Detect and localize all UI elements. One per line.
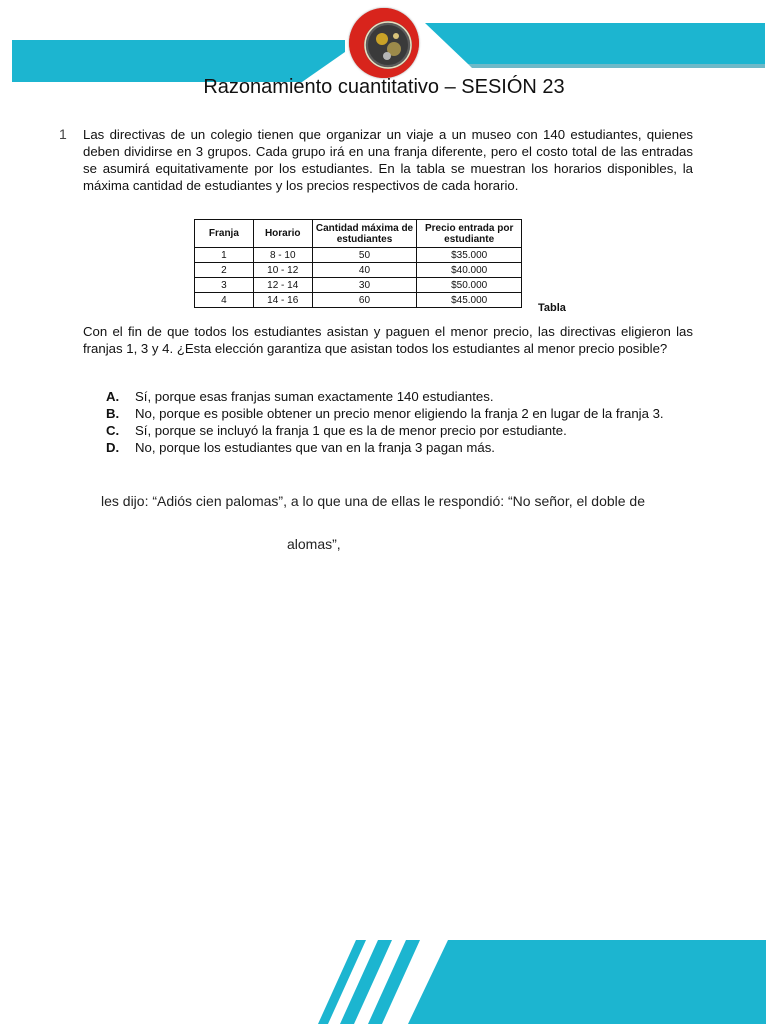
table-row: [195, 263, 522, 278]
option-text: Sí, porque esas franjas suman exactamente 140 estudiantes.: [135, 389, 494, 404]
schedule-table: [194, 219, 522, 308]
option-text: No, porque es posible obtener un precio menor eligiendo la franja 2 en lugar de la franja 3.: [135, 406, 664, 421]
table-cell: 10 - 12: [253, 263, 312, 278]
table-cell: 12 - 14: [253, 278, 312, 293]
table-cell: 2: [195, 263, 254, 278]
option-letter: B.: [106, 406, 120, 421]
table-cell: $40.000: [417, 263, 522, 278]
table-row: [195, 248, 522, 263]
right-banner-stripe: [425, 23, 765, 64]
table-header-cell: Franja: [195, 220, 254, 248]
table-header-cell: Horario: [253, 220, 312, 248]
answer-option-c[interactable]: [106, 422, 664, 439]
option-text: No, porque los estudiantes que van en la franja 3 pagan más.: [135, 440, 495, 455]
extra-text-line-2: alomas”,: [287, 536, 341, 552]
table-cell: 50: [312, 248, 417, 263]
table-cell: $45.000: [417, 293, 522, 308]
table-header-row: [195, 220, 522, 248]
option-letter: D.: [106, 440, 120, 455]
table-header-cell: Cantidad máxima de estudiantes: [312, 220, 417, 248]
table-cell: 4: [195, 293, 254, 308]
footer-stripe-4: [408, 940, 766, 1024]
question-number: 1: [59, 126, 67, 142]
extra-text-line-1: les dijo: “Adiós cien palomas”, a lo que una de ellas le respondió: “No señor, el doble de: [101, 493, 645, 509]
question-prompt: Con el fin de que todos los estudiantes asistan y paguen el menor precio, las directivas eligieron las franjas 1, 3 y 4. ¿Esta elección garantiza que asistan todos los estudiantes al menor precio posible?: [83, 324, 693, 356]
right-banner-shadow: [468, 64, 765, 68]
school-seal-logo: [349, 8, 419, 78]
table-row: [195, 278, 522, 293]
answer-option-d[interactable]: [106, 439, 664, 456]
table-cell: 60: [312, 293, 417, 308]
page-title: Razonamiento cuantitativo – SESIÓN 23: [203, 76, 565, 98]
option-letter: C.: [106, 423, 120, 438]
table-cell: 1: [195, 248, 254, 263]
table-cell: 40: [312, 263, 417, 278]
table-cell: $50.000: [417, 278, 522, 293]
table-caption: Tabla: [538, 302, 566, 314]
table-cell: 8 - 10: [253, 248, 312, 263]
table-cell: 3: [195, 278, 254, 293]
table-header-cell: Precio entrada por estudiante: [417, 220, 522, 248]
option-text: Sí, porque se incluyó la franja 1 que es la de menor precio por estudiante.: [135, 423, 567, 438]
table-cell: 30: [312, 278, 417, 293]
answer-options: [106, 388, 664, 456]
table-row: [195, 293, 522, 308]
question-statement: Las directivas de un colegio tienen que organizar un viaje a un museo con 140 estudiantes, quienes deben dividirse en 3 grupos. Cada grupo irá en una franja diferente, pero el costo total de las entradas se asumirá equitativamente por los estudiantes. En la tabla se muestran los horarios disponibles, la máxima cantidad de estudiantes y los precios respectivos de cada horario.: [83, 127, 693, 193]
table-cell: 14 - 16: [253, 293, 312, 308]
table-cell: $35.000: [417, 248, 522, 263]
answer-option-b[interactable]: [106, 405, 664, 422]
option-letter: A.: [106, 389, 120, 404]
footer-decoration: [0, 930, 768, 1024]
answer-option-a[interactable]: [106, 388, 664, 405]
